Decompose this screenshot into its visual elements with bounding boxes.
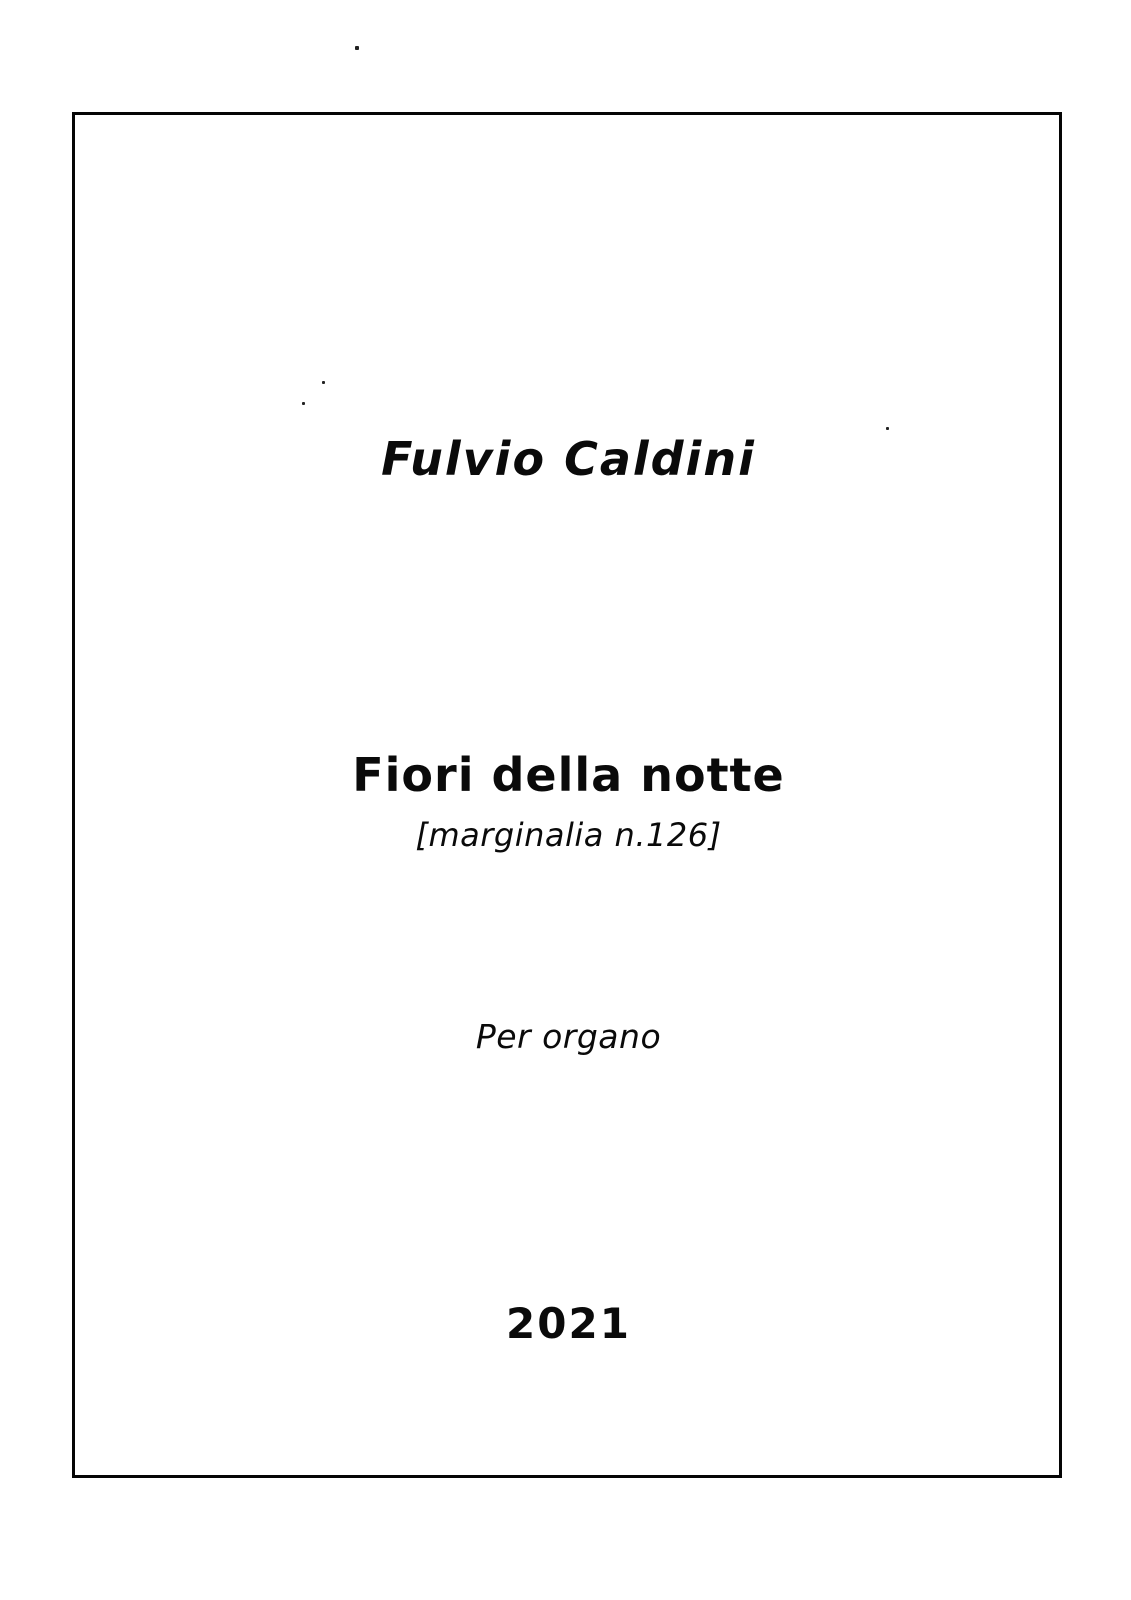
author-name: Fulvio Caldini: [381, 432, 756, 486]
instrumentation-label: Per organo: [475, 1017, 662, 1056]
work-subtitle: [marginalia n.126]: [415, 816, 722, 854]
page-border-frame: [72, 112, 1062, 1478]
composition-year: 2021: [506, 1299, 631, 1348]
scan-speck: [355, 46, 359, 50]
work-title: Fiori della notte: [352, 748, 785, 802]
scan-speck: [886, 427, 889, 430]
scan-speck: [322, 381, 325, 384]
scan-speck: [302, 402, 305, 405]
